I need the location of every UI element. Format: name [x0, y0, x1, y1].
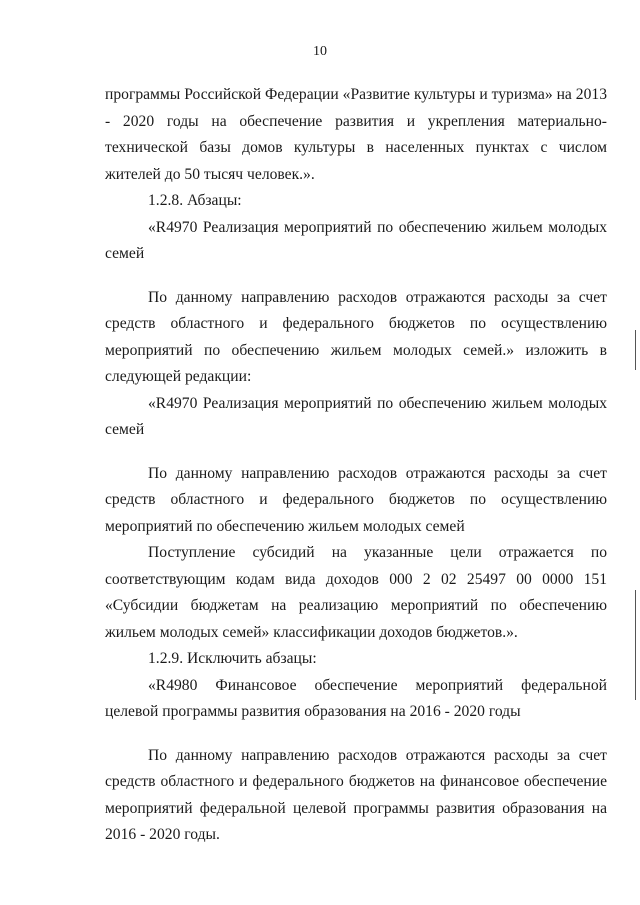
scan-edge-mark [635, 330, 636, 370]
paragraph-continuation: программы Российской Федерации «Развитие культуры и туризма» на 2013 - 2020 годы на обеспечение развития и укрепления материально-технической базы домов культуры в населенных пунктах с числом жителей до 50 тысяч человек.». [105, 86, 607, 183]
scan-edge-mark [635, 590, 636, 700]
clause-1-2-8-heading: 1.2.8. Абзацы: [148, 192, 242, 209]
document-body [105, 82, 607, 849]
paragraph-gap [105, 444, 607, 461]
paragraph-gap [105, 268, 607, 285]
r4970-title-old: «R4970 Реализация мероприятий по обеспечению жильем молодых семей [105, 218, 607, 262]
paragraph-gap [105, 726, 607, 743]
subsidy-receipt-paragraph: Поступление субсидий на указанные цели отражается по соответствующим кодам вида доходов 000 2 02 25497 00 0000 151 «Субсидии бюджетам на реализацию мероприятий по обеспечению жильем молодых семей» классификации доходов бюджетов.». [105, 544, 607, 641]
r4970-title-new: «R4970 Реализация мероприятий по обеспечению жильем молодых семей [105, 394, 607, 438]
r4970-description-old: По данному направлению расходов отражаются расходы за счет средств областного и федерального бюджетов по осуществлению мероприятий по обеспечению жильем молодых семей.» изложить в следующей редакции: [105, 288, 607, 385]
clause-1-2-9-heading: 1.2.9. Исключить абзацы: [148, 650, 317, 667]
page-number: 10 [313, 44, 327, 59]
r4970-description-new: По данному направлению расходов отражаются расходы за счет средств областного и федерального бюджетов по осуществлению мероприятий по обеспечению жильем молодых семей [105, 464, 607, 535]
r4980-description: По данному направлению расходов отражаются расходы за счет средств областного и федерального бюджетов на финансовое обеспечение мероприятий федеральной целевой программы развития образования на 2016 - 2020 годы. [105, 746, 607, 843]
r4980-title: «R4980 Финансовое обеспечение мероприятий федеральной целевой программы развития образования на 2016 - 2020 годы [105, 676, 607, 720]
